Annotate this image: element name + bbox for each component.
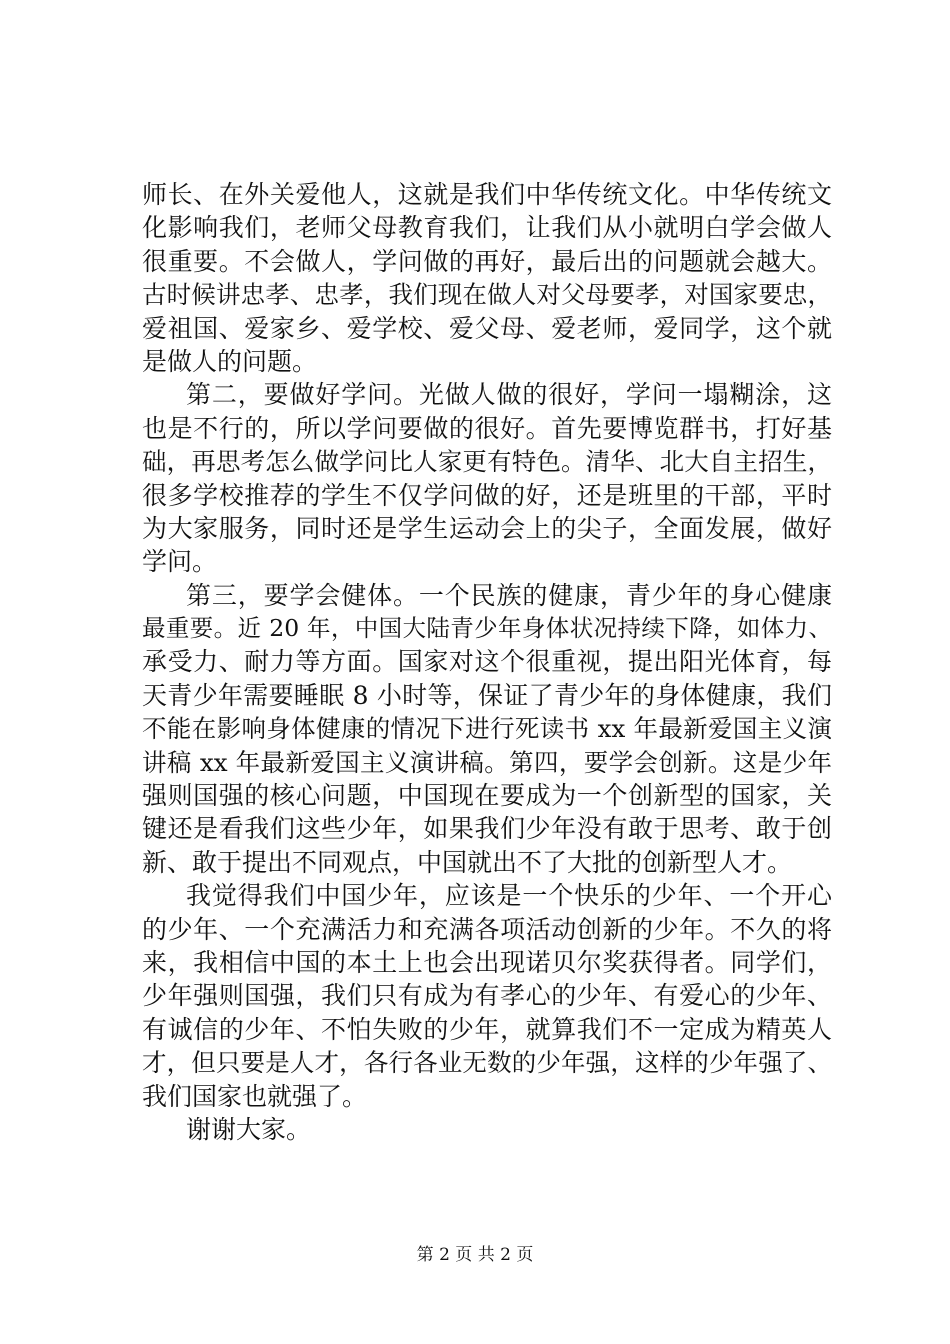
text-line: 谢谢大家。: [186, 1114, 312, 1144]
text-line: 键还是看我们这些少年，如果我们少年没有敢于思考、敢于创: [142, 814, 832, 844]
text-line: 承受力、耐力等方面。国家对这个很重视，提出阳光体育，每: [142, 647, 832, 677]
text-line: 我们国家也就强了。: [142, 1081, 368, 1111]
text-line: 为大家服务，同时还是学生运动会上的尖子，全面发展，做好: [142, 513, 832, 543]
text-line: 化影响我们，老师父母教育我们，让我们从小就明白学会做人: [142, 213, 832, 243]
page-footer: 第 2 页 共 2 页: [416, 1245, 534, 1265]
text-line: 也是不行的，所以学问要做的很好。首先要博览群书，打好基: [142, 413, 832, 443]
text-line: 是做人的问题。: [142, 346, 318, 376]
text-line: 很重要。不会做人，学问做的再好，最后出的问题就会越大。: [142, 246, 832, 276]
text-line: 爱祖国、爱家乡、爱学校、爱父母、爱老师，爱同学，这个就: [142, 313, 832, 343]
text-line: 强则国强的核心问题，中国现在要成为一个创新型的国家，关: [142, 781, 832, 811]
text-line: 少年强则国强，我们只有成为有孝心的少年、有爱心的少年、: [142, 981, 832, 1011]
text-line: 天青少年需要睡眠 8 小时等，保证了青少年的身体健康，我们: [142, 680, 832, 710]
text-line: 础，再思考怎么做学问比人家更有特色。清华、北大自主招生，: [142, 447, 832, 477]
text-line: 有诚信的少年、不怕失败的少年，就算我们不一定成为精英人: [142, 1014, 832, 1044]
text-line: 来，我相信中国的本土上也会出现诺贝尔奖获得者。同学们，: [142, 947, 832, 977]
text-line: 很多学校推荐的学生不仅学问做的好，还是班里的干部，平时: [142, 480, 832, 510]
document-body: [142, 178, 832, 1146]
text-line: 最重要。近 20 年，中国大陆青少年身体状况持续下降，如体力、: [142, 614, 832, 643]
text-line: 古时候讲忠孝、忠孝，我们现在做人对父母要孝，对国家要忠，: [142, 280, 832, 310]
text-line: 新、敢于提出不同观点，中国就出不了大批的创新型人才。: [142, 847, 793, 877]
text-line: 才，但只要是人才，各行各业无数的少年强，这样的少年强了、: [142, 1048, 832, 1078]
text-line: 第三，要学会健体。一个民族的健康，青少年的身心健康: [186, 580, 832, 610]
text-line: 讲稿 xx 年最新爱国主义演讲稿。第四，要学会创新。这是少年: [142, 747, 832, 777]
text-line: 第二，要做好学问。光做人做的很好，学问一塌糊涂，这: [186, 380, 832, 410]
text-line: 我觉得我们中国少年，应该是一个快乐的少年、一个开心: [186, 881, 832, 911]
text-line: 不能在影响身体健康的情况下进行死读书 xx 年最新爱国主义演: [142, 714, 832, 744]
text-line: 学问。: [142, 547, 218, 577]
text-line: 师长、在外关爱他人，这就是我们中华传统文化。中华传统文: [142, 180, 832, 209]
text-line: 的少年、一个充满活力和充满各项活动创新的少年。不久的将: [142, 914, 832, 944]
